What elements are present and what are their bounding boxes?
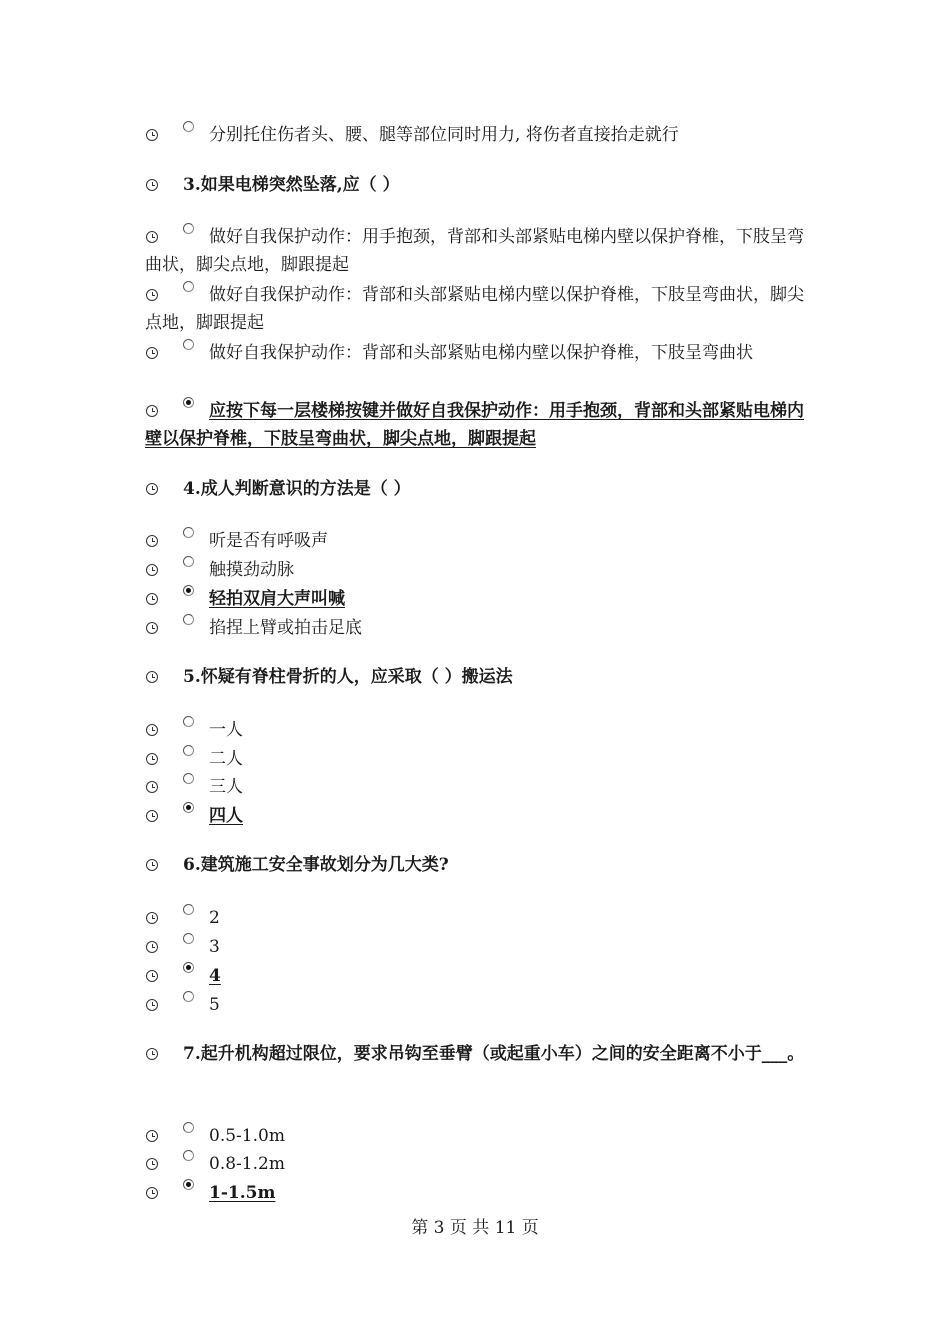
radio-checked-icon[interactable] — [183, 1179, 194, 1190]
radio-unchecked-icon[interactable] — [183, 773, 194, 784]
radio-checked-icon[interactable] — [183, 962, 194, 973]
option-label: 轻拍双肩大声叫喊 — [209, 589, 345, 609]
clock-icon — [146, 1158, 158, 1170]
clock-icon — [146, 347, 158, 359]
answer-option[interactable] — [145, 121, 810, 149]
option-label: 5 — [209, 995, 220, 1015]
clock-icon — [146, 1048, 158, 1060]
radio-unchecked-icon[interactable] — [183, 933, 194, 944]
answer-option[interactable] — [145, 556, 810, 584]
question-text: 7.起升机构超过限位，要求吊钩至垂臂（或起重小车）之间的安全距离不小于___。 — [183, 1044, 805, 1064]
answer-option[interactable] — [145, 773, 810, 801]
answer-option[interactable] — [145, 1150, 810, 1178]
radio-unchecked-icon[interactable] — [183, 223, 194, 234]
clock-icon — [146, 912, 158, 924]
option-label: 1-1.5m — [209, 1183, 276, 1203]
radio-checked-icon[interactable] — [183, 397, 194, 408]
clock-icon — [146, 1130, 158, 1142]
option-label: 做好自我保护动作：背部和头部紧贴电梯内壁以保护脊椎，下肢呈弯曲状 — [209, 343, 753, 363]
answer-option[interactable] — [145, 716, 810, 744]
option-label: 四人 — [209, 806, 243, 826]
radio-checked-icon[interactable] — [183, 585, 194, 596]
clock-icon — [146, 941, 158, 953]
answer-option[interactable] — [145, 585, 810, 613]
radio-unchecked-icon[interactable] — [183, 1122, 194, 1133]
question-text: 4.成人判断意识的方法是（ ） — [183, 479, 411, 499]
clock-icon — [146, 859, 158, 871]
option-label: 三人 — [209, 777, 243, 797]
answer-option[interactable] — [145, 991, 810, 1019]
clock-icon — [146, 622, 158, 634]
clock-icon — [146, 405, 158, 417]
answer-option[interactable] — [145, 527, 810, 555]
answer-option[interactable] — [145, 802, 810, 830]
clock-icon — [146, 753, 158, 765]
clock-icon — [146, 970, 158, 982]
answer-option[interactable] — [145, 281, 810, 337]
option-label: 2 — [209, 908, 220, 928]
question-title — [145, 171, 810, 199]
answer-option[interactable] — [145, 614, 810, 642]
clock-icon — [146, 999, 158, 1011]
clock-icon — [146, 535, 158, 547]
option-label: 触摸劲动脉 — [209, 560, 294, 580]
radio-unchecked-icon[interactable] — [183, 527, 194, 538]
option-label: 掐捏上臂或拍击足底 — [209, 618, 362, 638]
question-text: 3.如果电梯突然坠落,应（ ） — [183, 175, 400, 195]
clock-icon — [146, 289, 158, 301]
option-label: 0.5-1.0m — [209, 1126, 285, 1146]
clock-icon — [146, 564, 158, 576]
answer-option[interactable] — [145, 1179, 810, 1207]
radio-checked-icon[interactable] — [183, 802, 194, 813]
answer-option[interactable] — [145, 339, 810, 367]
answer-option[interactable] — [145, 962, 810, 990]
radio-unchecked-icon[interactable] — [183, 281, 194, 292]
radio-unchecked-icon[interactable] — [183, 121, 194, 132]
answer-option[interactable] — [145, 223, 810, 279]
option-label: 0.8-1.2m — [209, 1154, 285, 1174]
clock-icon — [146, 724, 158, 736]
question-title — [145, 475, 810, 503]
clock-icon — [146, 593, 158, 605]
option-label: 一人 — [209, 720, 243, 740]
clock-icon — [146, 483, 158, 495]
question-title — [145, 663, 810, 691]
radio-unchecked-icon[interactable] — [183, 614, 194, 625]
radio-unchecked-icon[interactable] — [183, 1150, 194, 1161]
radio-unchecked-icon[interactable] — [183, 991, 194, 1002]
clock-icon — [146, 129, 158, 141]
option-label: 听是否有呼吸声 — [209, 531, 328, 551]
radio-unchecked-icon[interactable] — [183, 904, 194, 915]
option-label: 做好自我保护动作：用手抱颈，背部和头部紧贴电梯内壁以保护脊椎，下肢呈弯曲状，脚尖点地，脚跟提起 — [145, 227, 804, 275]
question-text: 5.怀疑有脊柱骨折的人，应采取（ ）搬运法 — [183, 667, 513, 687]
radio-unchecked-icon[interactable] — [183, 556, 194, 567]
option-label: 分别托住伤者头、腰、腿等部位同时用力, 将伤者直接抬走就行 — [209, 125, 679, 145]
option-label: 3 — [209, 937, 220, 957]
answer-option[interactable] — [145, 904, 810, 932]
option-label: 4 — [209, 966, 221, 986]
answer-option[interactable] — [145, 1122, 810, 1150]
question-title — [145, 1040, 810, 1068]
answer-option[interactable] — [145, 745, 810, 773]
option-label: 二人 — [209, 749, 243, 769]
answer-option[interactable] — [145, 397, 810, 453]
option-label: 应按下每一层楼梯按键并做好自我保护动作：用手抱颈，背部和头部紧贴电梯内壁以保护脊椎，下肢呈弯曲状，脚尖点地，脚跟提起 — [145, 401, 804, 449]
clock-icon — [146, 671, 158, 683]
answer-option[interactable] — [145, 933, 810, 961]
radio-unchecked-icon[interactable] — [183, 745, 194, 756]
page-footer: 第 3 页 共 11 页 — [411, 1218, 539, 1238]
question-text: 6.建筑施工安全事故划分为几大类? — [183, 855, 449, 875]
clock-icon — [146, 231, 158, 243]
clock-icon — [146, 781, 158, 793]
question-title — [145, 851, 810, 879]
radio-unchecked-icon[interactable] — [183, 339, 194, 350]
radio-unchecked-icon[interactable] — [183, 716, 194, 727]
option-label: 做好自我保护动作：背部和头部紧贴电梯内壁以保护脊椎，下肢呈弯曲状，脚尖点地，脚跟提起 — [145, 285, 804, 333]
clock-icon — [146, 179, 158, 191]
clock-icon — [146, 1187, 158, 1199]
clock-icon — [146, 810, 158, 822]
